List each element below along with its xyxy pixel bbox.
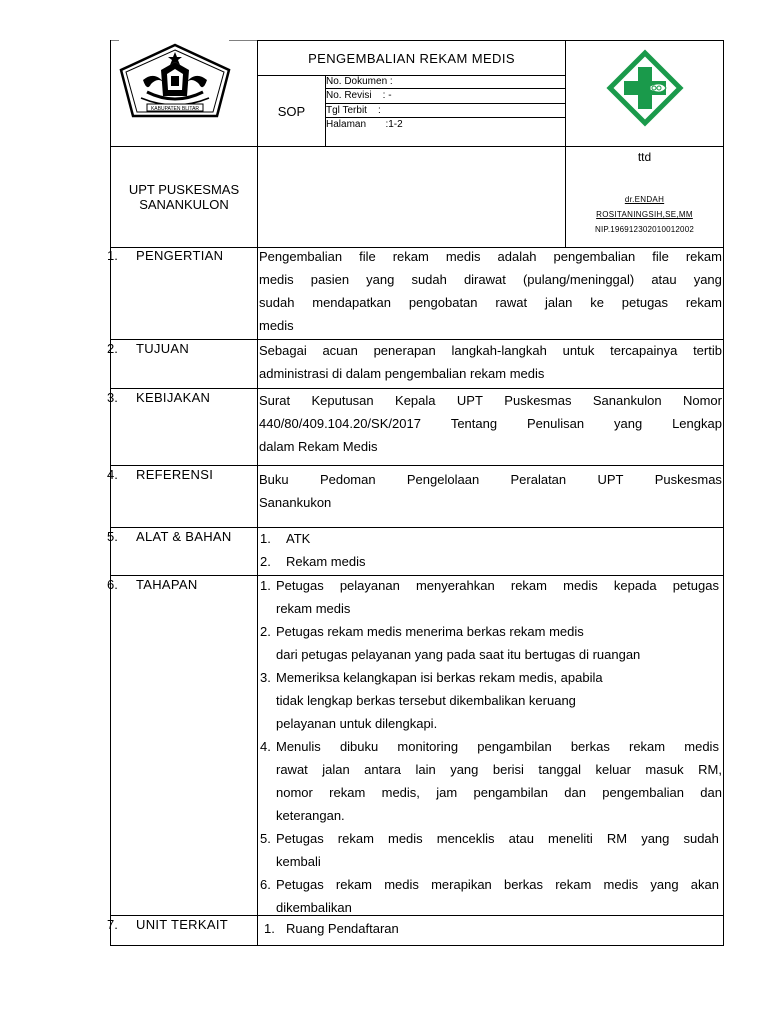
step-line: keterangan. bbox=[276, 808, 345, 823]
text-line bbox=[259, 268, 722, 291]
word: rekam bbox=[685, 295, 722, 310]
word: pengambilan bbox=[477, 739, 552, 754]
word: dibuku bbox=[339, 739, 379, 754]
word: berkas bbox=[570, 739, 610, 754]
document-title: PENGEMBALIAN REKAM MEDIS bbox=[257, 40, 566, 76]
word: Pedoman bbox=[319, 472, 376, 487]
word: medis bbox=[384, 877, 419, 892]
step-line bbox=[276, 758, 722, 781]
word: petugas bbox=[672, 578, 719, 593]
step-line: rekam medis bbox=[276, 601, 351, 616]
word: meneliti bbox=[548, 831, 593, 846]
section-label: ALAT & BAHAN bbox=[136, 529, 232, 544]
section-label: TAHAPAN bbox=[136, 577, 198, 592]
text-line bbox=[259, 291, 722, 314]
signer-nip: NIP.196912302010012002 bbox=[594, 225, 694, 234]
word: berisi bbox=[492, 762, 524, 777]
word: 440/80/409.104.20/SK/2017 bbox=[259, 416, 421, 431]
step-line: kembali bbox=[276, 854, 321, 869]
signature-cell bbox=[565, 146, 724, 248]
word: tercapainya bbox=[610, 343, 678, 358]
word: Kepala bbox=[395, 393, 436, 408]
step-item: 5. Petugas rekam medis menceklis atau meneliti RM yang sudah bbox=[259, 827, 722, 850]
step-line: pelayanan untuk dilengkapi. bbox=[276, 716, 438, 731]
step-item: 6. Petugas rekam medis merapikan berkas rekam medis yang akan bbox=[259, 873, 722, 896]
section-number: 1. bbox=[107, 248, 118, 263]
word: rekam bbox=[685, 249, 722, 264]
word: acuan bbox=[322, 343, 358, 358]
word: Puskesmas bbox=[504, 393, 572, 408]
unit-name-line1: UPT PUSKESMAS bbox=[128, 182, 240, 197]
word: pengembalian bbox=[602, 785, 684, 800]
word: langkah-langkah bbox=[451, 343, 547, 358]
word: kepada bbox=[613, 578, 657, 593]
word: jalan bbox=[544, 295, 573, 310]
word: Nomor bbox=[682, 393, 722, 408]
word: tertib bbox=[693, 343, 722, 358]
section-kebijakan bbox=[107, 389, 724, 466]
word: yang bbox=[366, 272, 395, 287]
word: RM, bbox=[698, 762, 722, 777]
word: Pengelolaan bbox=[406, 472, 480, 487]
sop-label: SOP bbox=[257, 75, 326, 147]
word: Buku bbox=[259, 472, 289, 487]
word: Keputusan bbox=[311, 393, 374, 408]
signer-name-line2: ROSITANINGSIH,SE,MM bbox=[596, 210, 693, 219]
word: menceklis bbox=[436, 831, 495, 846]
word: Pengembalian bbox=[259, 249, 343, 264]
word: jalan bbox=[322, 762, 350, 777]
word: mendapatkan bbox=[312, 295, 392, 310]
section-number: 4. bbox=[107, 467, 118, 482]
word: untuk bbox=[562, 343, 595, 358]
step-item: 4. Menulis dibuku monitoring pengambilan berkas rekam medis bbox=[259, 735, 722, 758]
word: merapikan bbox=[431, 877, 492, 892]
section-label: REFERENSI bbox=[136, 467, 214, 482]
word: Sebagai bbox=[259, 343, 307, 358]
word: Penulisan bbox=[526, 416, 585, 431]
text-line: dalam Rekam Medis bbox=[259, 439, 378, 454]
section-number: 3. bbox=[107, 390, 118, 405]
section-label: KEBIJAKAN bbox=[136, 390, 211, 405]
word: yang bbox=[450, 762, 479, 777]
word: ke bbox=[590, 295, 604, 310]
text-line: medis bbox=[259, 318, 294, 333]
step-item: 2. Petugas rekam medis menerima berkas rekam medis bbox=[260, 624, 584, 639]
section-number: 5. bbox=[107, 529, 118, 544]
step-line bbox=[276, 781, 722, 804]
word: (pulang/meninggal) bbox=[522, 272, 635, 287]
word: atau bbox=[508, 831, 534, 846]
list-item: 1. Ruang Pendaftaran bbox=[264, 921, 399, 936]
word: medis bbox=[445, 249, 481, 264]
section-unit-terkait bbox=[107, 916, 724, 946]
section-tujuan bbox=[107, 340, 724, 389]
word: masuk bbox=[645, 762, 684, 777]
section-tahapan bbox=[107, 576, 724, 916]
word: Petugas bbox=[276, 578, 324, 593]
word: Sanankulon bbox=[592, 393, 662, 408]
word: rekam bbox=[329, 785, 366, 800]
word: jam bbox=[436, 785, 458, 800]
word: pengobatan bbox=[408, 295, 478, 310]
word: berkas bbox=[503, 877, 543, 892]
signer-name-line1: dr.ENDAH bbox=[624, 195, 665, 204]
word: pengembalian bbox=[553, 249, 636, 264]
left-logo-caption: KABUPATEN BLITAR bbox=[150, 106, 200, 112]
section-label: TUJUAN bbox=[136, 341, 190, 356]
word: rekam bbox=[335, 877, 373, 892]
text-line bbox=[259, 389, 722, 412]
section-referensi bbox=[107, 466, 724, 528]
word: pelayanan bbox=[339, 578, 400, 593]
word: yang bbox=[693, 272, 722, 287]
blank-cell bbox=[257, 146, 566, 248]
word: monitoring bbox=[397, 739, 459, 754]
word: file bbox=[652, 249, 669, 264]
step-line: dari petugas pelayanan yang pada saat itu bertugas di ruangan bbox=[276, 647, 641, 662]
unit-name-cell bbox=[110, 146, 258, 248]
word: Tentang bbox=[450, 416, 498, 431]
word: RM bbox=[606, 831, 628, 846]
word: akan bbox=[690, 877, 719, 892]
word: lain bbox=[415, 762, 436, 777]
tahapan-steps bbox=[259, 574, 722, 919]
word: dan bbox=[700, 785, 722, 800]
word: yang bbox=[641, 831, 670, 846]
word: sudah bbox=[411, 272, 447, 287]
word: rekam bbox=[510, 578, 547, 593]
word: medis bbox=[259, 272, 294, 287]
word: rekam bbox=[337, 831, 374, 846]
section-number: 2. bbox=[107, 341, 118, 356]
text-line bbox=[259, 468, 722, 491]
meta-tgl-terbit: Tgl Terbit : bbox=[325, 104, 566, 118]
word: nomor bbox=[276, 785, 313, 800]
text-line bbox=[259, 245, 722, 268]
signature-ttd: ttd bbox=[637, 150, 652, 164]
word: pasien bbox=[310, 272, 350, 287]
unit-name-line2: SANANKULON bbox=[139, 197, 229, 212]
word: UPT bbox=[597, 472, 624, 487]
word: medis bbox=[603, 877, 639, 892]
word: Lengkap bbox=[672, 416, 722, 431]
word: sudah bbox=[683, 831, 719, 846]
text-line: Sanankukon bbox=[259, 495, 332, 510]
word: medis bbox=[563, 578, 598, 593]
word: yang bbox=[650, 877, 679, 892]
meta-halaman: Halaman :1-2 bbox=[326, 119, 403, 131]
text-line bbox=[259, 412, 722, 435]
word: medis bbox=[387, 831, 423, 846]
list-item: 1. ATK bbox=[260, 531, 311, 546]
word: medis, bbox=[381, 785, 420, 800]
word: Surat bbox=[259, 393, 291, 408]
word: menyerahkan bbox=[415, 578, 495, 593]
word: rekam bbox=[392, 249, 429, 264]
word: rawat bbox=[495, 295, 528, 310]
word: rawat bbox=[276, 762, 308, 777]
word: file bbox=[359, 249, 376, 264]
word: dan bbox=[564, 785, 586, 800]
word: tanggal bbox=[538, 762, 582, 777]
meta-no-revisi: No. Revisi : - bbox=[325, 89, 566, 103]
text-line bbox=[259, 339, 722, 362]
section-number: 7. bbox=[107, 917, 118, 932]
step-item: 3. Memeriksa kelangkapan isi berkas rekam medis, apabila bbox=[260, 670, 603, 685]
document-meta bbox=[325, 75, 566, 147]
word: pengambilan bbox=[473, 785, 548, 800]
section-label: UNIT TERKAIT bbox=[136, 917, 228, 932]
word: adalah bbox=[497, 249, 537, 264]
puskesmas-logo-icon bbox=[566, 41, 725, 148]
word: atau bbox=[651, 272, 677, 287]
word: UPT bbox=[456, 393, 483, 408]
word: Menulis bbox=[276, 739, 321, 754]
word: Petugas bbox=[276, 877, 324, 892]
word: rekam bbox=[629, 739, 666, 754]
word: Petugas bbox=[276, 831, 324, 846]
step-line: tidak lengkap berkas tersebut dikembalikan keruang bbox=[276, 693, 576, 708]
word: penerapan bbox=[373, 343, 436, 358]
word: dirawat bbox=[463, 272, 506, 287]
word: yang bbox=[613, 416, 643, 431]
section-label: PENGERTIAN bbox=[136, 248, 224, 263]
list-item: 2. Rekam medis bbox=[260, 554, 366, 569]
right-logo-cell bbox=[565, 40, 724, 147]
word: Puskesmas bbox=[654, 472, 722, 487]
word: antara bbox=[364, 762, 402, 777]
word: sudah bbox=[259, 295, 295, 310]
kabupaten-blitar-logo-icon bbox=[111, 40, 259, 147]
step-line: dikembalikan bbox=[276, 900, 352, 915]
step-item: 1. Petugas pelayanan menyerahkan rekam medis kepada petugas bbox=[259, 574, 722, 597]
left-logo-cell bbox=[110, 40, 258, 147]
section-pengertian bbox=[107, 247, 724, 340]
section-number: 6. bbox=[107, 577, 118, 592]
section-alat-bahan bbox=[107, 528, 724, 576]
sop-header bbox=[110, 40, 724, 248]
meta-no-dokumen: No. Dokumen : bbox=[325, 75, 566, 89]
word: keluar bbox=[595, 762, 631, 777]
word: medis bbox=[684, 739, 719, 754]
word: rekam bbox=[555, 877, 592, 892]
word: Peralatan bbox=[510, 472, 567, 487]
text-line: administrasi di dalam pengembalian rekam medis bbox=[259, 366, 545, 381]
word: petugas bbox=[621, 295, 669, 310]
